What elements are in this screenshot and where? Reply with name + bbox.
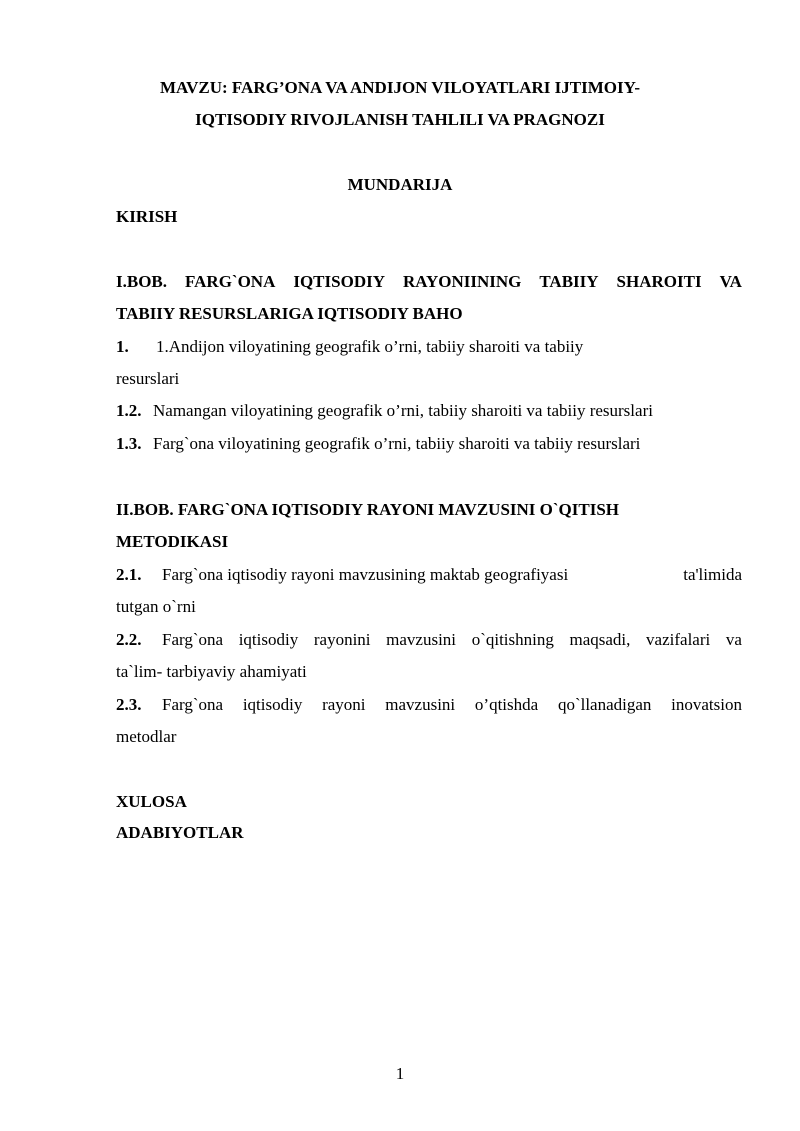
chapter1-heading-word: TABIIY (539, 272, 599, 291)
toc-item-word: o`qitishning (471, 630, 554, 649)
toc-item-word: va (725, 630, 742, 649)
toc-item-word: Farg`ona (162, 695, 224, 714)
toc-item-number: 2.2. (116, 630, 142, 649)
title-line-2: IQTISODIY RIVOJLANISH TAHLILI VA PRAGNOZI (195, 110, 605, 129)
toc-item-number: 1.3. (116, 434, 142, 453)
toc-item-number: 2.3. (116, 695, 142, 714)
toc-item-word: maqsadi, (569, 630, 631, 649)
toc-item-text: Farg`ona viloyatining geografik o’rni, tabiiy sharoiti va tabiiy resurslari (153, 434, 641, 453)
toc-item-number: 1.2. (116, 401, 142, 420)
chapter1-heading-word: VA (719, 272, 742, 291)
references-heading: ADABIYOTLAR (116, 823, 244, 842)
toc-item-word: rayonini (313, 630, 371, 649)
toc-item-word: rayoni (322, 695, 366, 714)
toc-item-word: mavzusini (386, 630, 457, 649)
chapter1-heading-word: RAYONIINING (402, 272, 522, 291)
toc-item-text-continued: tutgan o`rni (116, 597, 196, 616)
contents-heading: MUNDARIJA (347, 175, 453, 194)
page-number: 1 (395, 1064, 405, 1083)
toc-item-text-part: ta'limida (683, 565, 742, 584)
toc-item-word: Farg`ona (162, 630, 224, 649)
toc-item-text (162, 565, 742, 585)
chapter1-heading-word: SHAROITI (616, 272, 702, 291)
toc-item-text-continued: ta`lim- tarbiyaviy ahamiyati (116, 662, 307, 681)
toc-item-number: 2.1. (116, 565, 142, 584)
conclusion-heading: XULOSA (116, 792, 187, 811)
toc-item-text: Namangan viloyatining geografik o’rni, tabiiy sharoiti va tabiiy resurslari (153, 401, 653, 420)
toc-item-word: qo`llanadigan (557, 695, 652, 714)
chapter1-heading-word: I.BOB. (116, 272, 168, 291)
chapter1-heading-line-1 (116, 272, 742, 292)
toc-item-text-continued: metodlar (116, 727, 177, 746)
toc-item-text-continued: resurslari (116, 369, 180, 388)
toc-item-text (162, 695, 742, 715)
toc-item-word: o’qtishda (474, 695, 539, 714)
chapter2-heading-line-1: II.BOB. FARG`ONA IQTISODIY RAYONI MAVZUSINI O`QITISH (116, 500, 620, 519)
toc-item-word: iqtisodiy (242, 695, 303, 714)
toc-item-number: 1. (116, 337, 129, 356)
toc-item-word: inovatsion (671, 695, 742, 714)
toc-item-text (162, 630, 742, 650)
toc-item-word: vazifalari (646, 630, 711, 649)
chapter1-heading-word: IQTISODIY (293, 272, 385, 291)
title-line-1: MAVZU: FARG’ONA VA ANDIJON VILOYATLARI IJTIMOIY- (159, 78, 641, 97)
toc-item-text-part: Farg`ona iqtisodiy rayoni mavzusining maktab geografiyasi (162, 565, 569, 584)
toc-item-word: iqtisodiy (238, 630, 299, 649)
toc-item-text: 1.Andijon viloyatining geografik o’rni, tabiiy sharoiti va tabiiy (156, 337, 584, 356)
toc-item-word: mavzusini (385, 695, 456, 714)
chapter1-heading-word: FARG`ONA (185, 272, 276, 291)
chapter2-heading-line-2: METODIKASI (116, 532, 229, 551)
intro-heading: KIRISH (116, 207, 178, 226)
chapter1-heading-line-2: TABIIY RESURSLARIGA IQTISODIY BAHO (116, 304, 463, 323)
